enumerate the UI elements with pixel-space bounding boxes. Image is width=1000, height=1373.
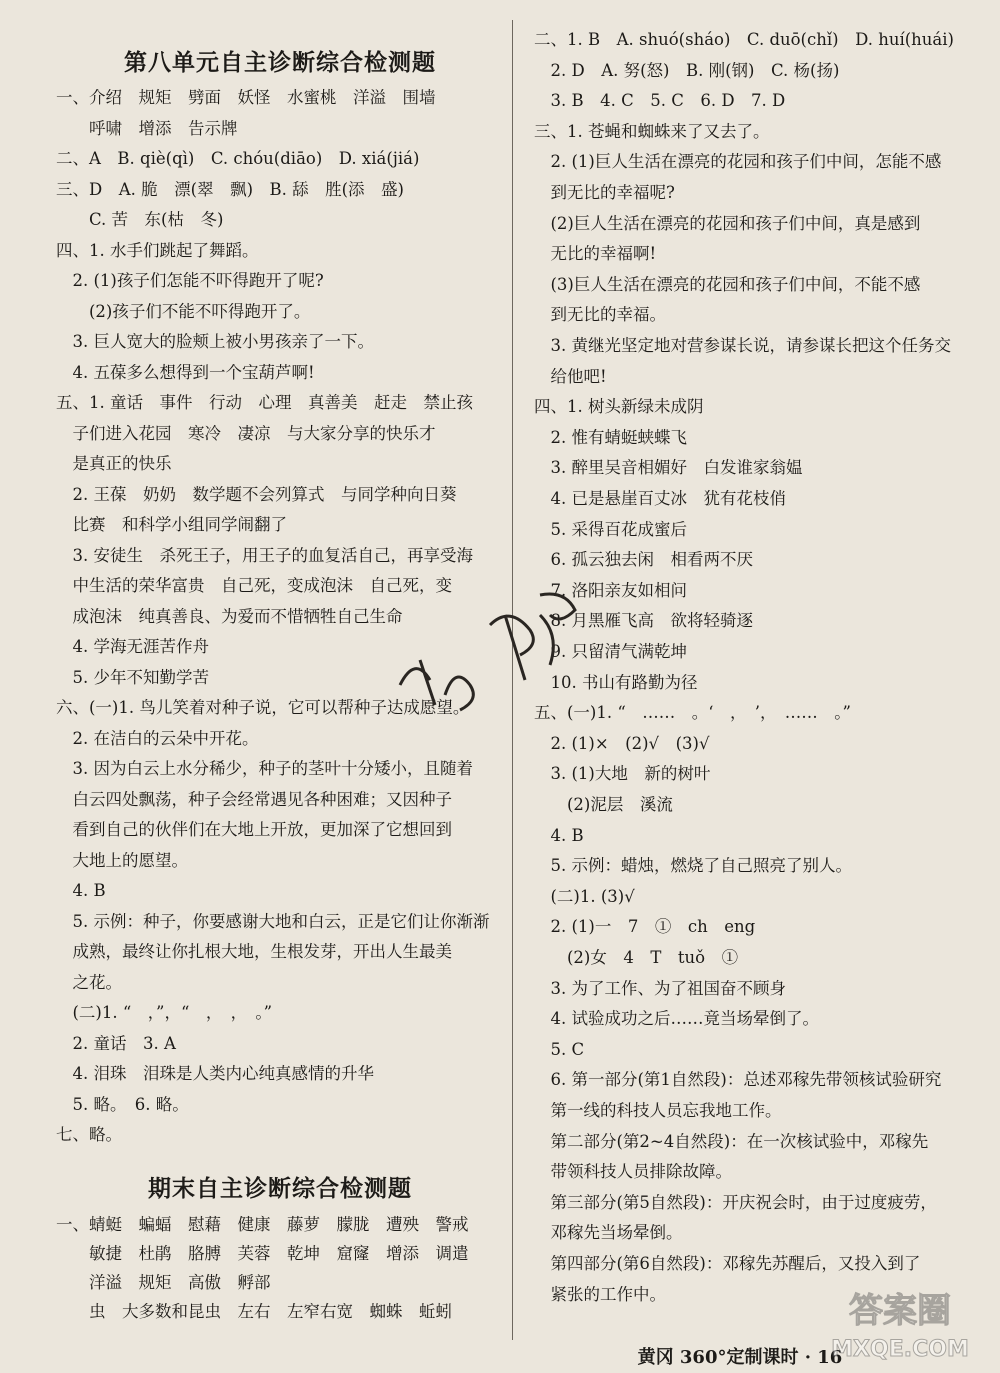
answer-line: 5. C — [534, 1039, 585, 1059]
answer-line: 2. (1)× (2)√ (3)√ — [534, 733, 710, 753]
answer-line: 大地上的愿望。 — [56, 850, 188, 870]
answer-line: 比赛 和科学小组同学闹翻了 — [56, 515, 287, 534]
answer-line: 2. 惟有蜻蜓蛱蝶飞 — [534, 427, 687, 447]
answer-line: 到无比的幸福。 — [534, 305, 666, 325]
answer-line: 4. 学海无涯苦作舟 — [56, 637, 209, 656]
answer-line: 3. 为了工作、为了祖国奋不顾身 — [534, 978, 786, 998]
answer-line: 5. 采得百花成蜜后 — [534, 519, 687, 539]
answer-line: 3. 因为白云上水分稀少，种子的茎叶十分矮小，且随着 — [56, 759, 473, 778]
answer-line: 一、介绍 规矩 劈面 妖怪 水蜜桃 洋溢 围墙 — [56, 88, 436, 107]
answer-line: 4. 已是悬崖百丈冰 犹有花枝俏 — [534, 489, 786, 508]
answer-line: 4. 试验成功之后……竟当场晕倒了。 — [534, 1009, 819, 1029]
answer-line: 二、1. B A. shuó(sháo) C. duō(chǐ) D. huí(huái) — [534, 30, 954, 49]
answer-line: 第四部分(第6自然段)：邓稼先苏醒后，又投入到了 — [534, 1254, 921, 1273]
answer-line: 第二部分(第2~4自然段)：在一次核试验中，邓稼先 — [534, 1131, 929, 1151]
answer-line: 白云四处飘荡，种子会经常遇见各种困难；又因种子 — [56, 789, 452, 809]
answer-line: 敏捷 杜鹃 胳膊 芙蓉 乾坤 窟窿 增添 调遣 — [56, 1244, 469, 1263]
answer-line: 9. 只留清气满乾坤 — [534, 642, 687, 661]
answer-line: 二、A B. qiè(qì) C. chóu(diāo) D. xiá(jiá) — [56, 149, 420, 168]
answer-line: 7. 洛阳亲友如相问 — [534, 580, 687, 600]
answer-line: 6. 孤云独去闲 相看两不厌 — [534, 550, 753, 570]
answer-line: 成泡沫 纯真善良、为爱而不惜牺牲自己生命 — [56, 606, 403, 626]
answer-line: 2. (1)孩子们怎能不吓得跑开了呢? — [56, 271, 324, 290]
answer-line: 4. B — [56, 881, 106, 900]
answer-line: 2. 王葆 奶奶 数学题不会列算式 与同学种向日葵 — [56, 484, 457, 504]
answer-line: 3. (1)大地 新的树叶 — [534, 764, 711, 784]
answer-line: 到无比的幸福呢? — [534, 183, 675, 202]
answer-line: (3)巨人生活在漂亮的花园和孩子们中间，不能不感 — [534, 274, 921, 294]
answer-line: 第一线的科技人员忘我地工作。 — [534, 1101, 782, 1120]
answer-line: (2)女 4 T tuǒ ① — [534, 948, 739, 967]
answer-line: C. 苦 东(枯 冬) — [56, 210, 224, 229]
answer-line: 五、1. 童话 事件 行动 心理 真善美 赶走 禁止孩 — [56, 393, 473, 412]
answer-line: 4. 五葆多么想得到一个宝葫芦啊! — [56, 362, 315, 382]
answer-line: (2)孩子们不能不吓得跑开了。 — [56, 301, 311, 321]
answer-line: 3. 黄继光坚定地对营参谋长说，请参谋长把这个任务交 — [534, 336, 951, 355]
answer-line: 洋溢 规矩 高傲 孵部 — [56, 1273, 271, 1292]
answer-line: 之花。 — [56, 972, 122, 992]
answer-line: 中生活的荣华富贵 自己死，变成泡沫 自己死，变 — [56, 576, 452, 595]
answer-line: 三、D A. 脆 漂(翠 飘) B. 舔 胜(添 盛) — [56, 179, 404, 199]
answer-line: 带领科技人员排除故障。 — [534, 1162, 732, 1182]
watermark-logo — [810, 1284, 990, 1366]
answer-line: 3. 醉里吴音相媚好 白发谁家翁媪 — [534, 458, 803, 478]
page-footer: 黄冈 360°定制课时 · 16 — [637, 1347, 843, 1368]
answer-line: 6. 第一部分(第1自然段)：总述邓稼先带领核试验研究 — [534, 1070, 942, 1090]
answer-line: 5. 略。 6. 略。 — [56, 1094, 189, 1114]
answer-line: 2. (1)巨人生活在漂亮的花园和孩子们中间，怎能不感 — [534, 152, 942, 172]
answer-line: 虫 大多数和昆虫 左右 左窄右宽 蜘蛛 蚯蚓 — [56, 1302, 452, 1321]
answer-line: 2. D A. 努(怒) B. 刚(钢) C. 杨(扬) — [534, 60, 840, 80]
answer-line: 3. B 4. C 5. C 6. D 7. D — [534, 91, 786, 111]
svg-text:答案圈: 答案圈 — [849, 1291, 951, 1331]
section-title-unit8: 第八单元自主诊断综合检测题 — [124, 50, 436, 76]
answer-line: (二)1. “ ，”，“ ， ， 。” — [56, 1003, 273, 1022]
answer-line: 七、略。 — [56, 1125, 122, 1144]
answer-line: 4. B — [534, 825, 584, 845]
answer-line: 一、蜻蜓 蝙蝠 慰藉 健康 藤萝 朦胧 遭殃 警戒 — [56, 1215, 469, 1234]
answer-line: 5. 示例：种子，你要感谢大地和白云，正是它们让你渐渐 — [56, 911, 490, 931]
section-title-final: 期末自主诊断综合检测题 — [148, 1176, 412, 1202]
answer-line: 紧张的工作中。 — [534, 1284, 666, 1304]
answer-line: 3. 安徒生 杀死王子，用王子的血复活自己，再享受海 — [56, 545, 473, 565]
answer-line: 5. 少年不知勤学苦 — [56, 667, 209, 687]
answer-line: (2)泥层 溪流 — [534, 795, 673, 814]
answer-line: 是真正的快乐 — [56, 454, 172, 473]
answer-line: 8. 月黑雁飞高 欲将轻骑逐 — [534, 611, 753, 631]
answer-line: 无比的幸福啊! — [534, 244, 657, 264]
answer-line: 2. 童话 3. A — [56, 1033, 176, 1053]
answer-line: 10. 书山有路勤为径 — [534, 672, 698, 692]
answer-line: 3. 巨人宽大的脸颊上被小男孩亲了一下。 — [56, 332, 374, 351]
answer-line: 4. 泪珠 泪珠是人类内心纯真感情的升华 — [56, 1064, 374, 1083]
answer-line: 给他吧! — [534, 366, 607, 386]
answer-line: 呼啸 增添 告示牌 — [56, 118, 238, 138]
answer-line: 六、(一)1. 鸟儿笑着对种子说，它可以帮种子达成愿望。 — [56, 698, 470, 717]
answer-line: 看到自己的伙伴们在大地上开放，更加深了它想回到 — [56, 820, 452, 839]
answer-line: 成熟，最终让你扎根大地，生根发芽，开出人生最美 — [56, 942, 452, 961]
answer-line: 五、(一)1. “ …… 。‘ ， ’， …… 。” — [534, 703, 851, 723]
handwritten-scribble — [390, 585, 590, 725]
svg-text:MXQE.COM: MXQE.COM — [831, 1337, 969, 1362]
answer-line: 三、1. 苍蝇和蜘蛛来了又去了。 — [534, 121, 770, 141]
answer-line: 子们进入花园 寒冷 凄凉 与大家分享的快乐才 — [56, 423, 436, 443]
answer-line: 5. 示例：蜡烛，燃烧了自己照亮了别人。 — [534, 856, 852, 876]
answer-line: 第三部分(第5自然段)：开庆祝会时，由于过度疲劳， — [534, 1192, 937, 1212]
answer-line: 四、1. 树头新绿未成阴 — [534, 397, 704, 417]
answer-line: 四、1. 水手们跳起了舞蹈。 — [56, 240, 259, 260]
answer-line: 邓稼先当场晕倒。 — [534, 1223, 683, 1243]
answer-line: 2. 在洁白的云朵中开花。 — [56, 728, 259, 748]
answer-line: 2. (1)一 7 ① ch eng — [534, 917, 756, 937]
answer-line: (二)1. (3)√ — [534, 886, 635, 906]
answer-line: (2)巨人生活在漂亮的花园和孩子们中间，真是感到 — [534, 213, 921, 233]
